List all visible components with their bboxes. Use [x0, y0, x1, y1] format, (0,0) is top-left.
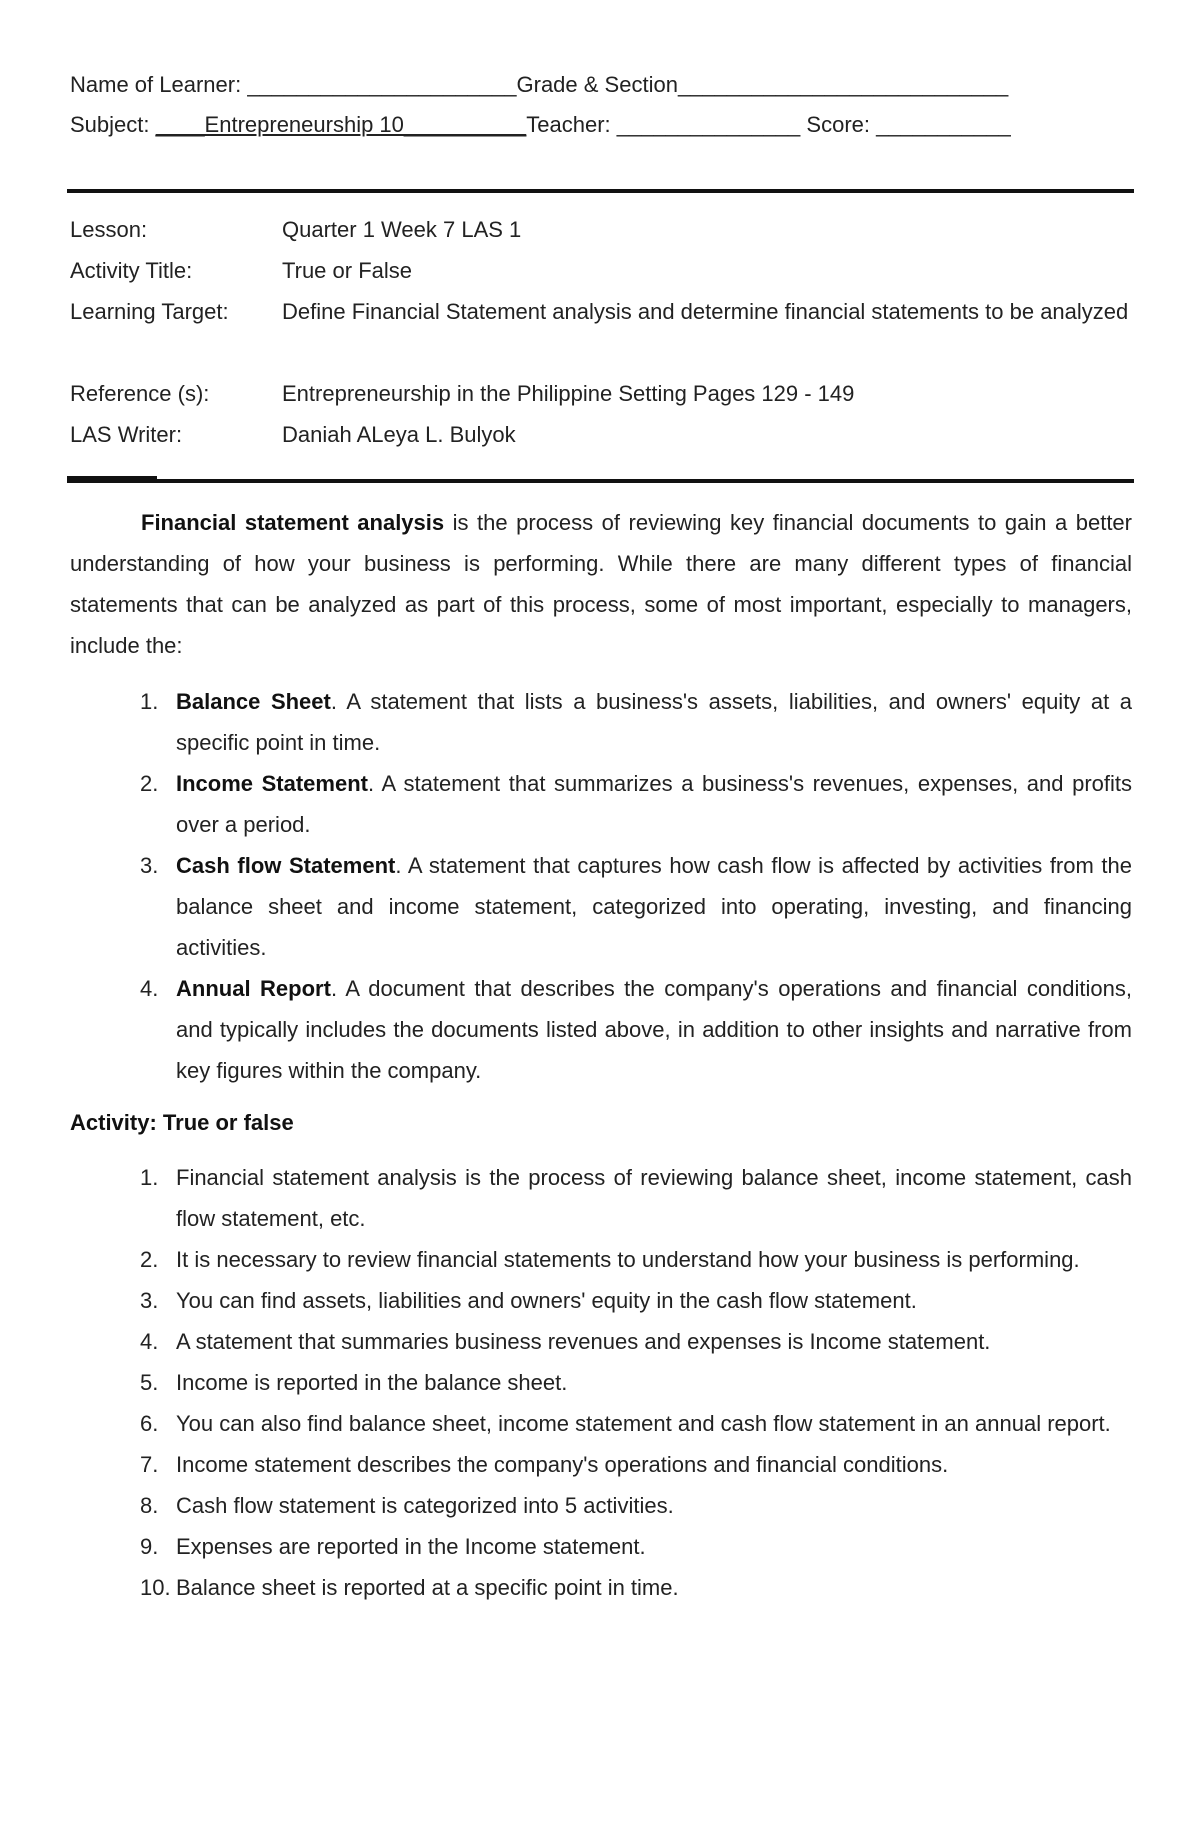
item-text: A statement that summaries business revenues and expenses is Income statement.: [176, 1329, 991, 1354]
item-text: You can find assets, liabilities and owners' equity in the cash flow statement.: [176, 1288, 917, 1313]
statement-text: . A document that describes the company's operations and financial conditions, and typically includes the documents listed above, in addition to other insights and narrative from key figures within the company.: [176, 976, 1132, 1083]
item-number: 2.: [140, 771, 159, 796]
item-number: 2.: [140, 1247, 159, 1272]
item-number: 3.: [140, 853, 159, 878]
intro-paragraph: [70, 502, 1132, 666]
activity-title-label: Activity Title:: [70, 258, 193, 283]
intro-text: is the process of reviewing key financial documents to gain a better understanding of how your business is performing. While there are many different types of financial statements that can be analyzed as part of this process, some of most important, especially to managers, include the:: [70, 510, 1132, 658]
statement-term: Cash flow Statement: [176, 853, 396, 878]
subject-line: [70, 112, 1011, 138]
name-field[interactable]: ______________________: [247, 72, 517, 97]
writer-label: LAS Writer:: [70, 422, 183, 447]
learner-line: [70, 72, 1008, 98]
list-item: [70, 1280, 1132, 1321]
list-item: [70, 1526, 1132, 1567]
item-text: It is necessary to review financial statements to understand how your business is performing.: [176, 1247, 1080, 1272]
statement-text: . A statement that captures how cash flow is affected by activities from the balance sheet and income statement, categorized into operating, investing, and financing activities.: [176, 853, 1132, 960]
bottom-divider: [67, 479, 1134, 483]
item-number: 3.: [140, 1288, 159, 1313]
item-number: 1.: [140, 1165, 159, 1190]
item-number: 7.: [140, 1452, 159, 1477]
activity-list: [70, 1157, 1132, 1608]
list-item: [70, 1403, 1132, 1444]
item-number: 8.: [140, 1493, 159, 1518]
teacher-label: Teacher:: [526, 112, 617, 137]
top-divider: [67, 189, 1134, 193]
reference-label: Reference (s):: [70, 381, 210, 406]
statements-list: [70, 681, 1132, 1091]
statement-text: . A statement that summarizes a business's revenues, expenses, and profits over a period.: [176, 771, 1132, 837]
item-number: 1.: [140, 689, 159, 714]
list-item: [70, 1567, 1132, 1608]
statement-text: . A statement that lists a business's assets, liabilities, and owners' equity at a specific point in time.: [176, 689, 1133, 755]
grade-label: Grade & Section: [516, 72, 678, 97]
statement-term: Income Statement: [176, 771, 368, 796]
lesson-value: Quarter 1 Week 7 LAS 1: [282, 217, 522, 242]
item-text: Income statement describes the company's operations and financial conditions.: [176, 1452, 949, 1477]
list-item: [70, 681, 1132, 763]
activity-heading: Activity: True or false: [70, 1110, 294, 1135]
item-number: 6.: [140, 1411, 159, 1436]
item-text: Cash flow statement is categorized into 5 activities.: [176, 1493, 674, 1518]
item-text: Financial statement analysis is the process of reviewing balance sheet, income statement, cash flow statement, etc.: [176, 1165, 1132, 1231]
item-number: 4.: [140, 1329, 159, 1354]
list-item: [70, 1321, 1132, 1362]
name-label: Name of Learner:: [70, 72, 248, 97]
list-item: [70, 1157, 1132, 1239]
score-label: Score:: [800, 112, 877, 137]
item-text: Income is reported in the balance sheet.: [176, 1370, 568, 1395]
learning-target-value: Define Financial Statement analysis and determine financial statements to be analyzed: [282, 299, 1129, 324]
item-number: 9.: [140, 1534, 159, 1559]
activity-title-value: True or False: [282, 258, 413, 283]
item-number: 5.: [140, 1370, 159, 1395]
learning-target-label: Learning Target:: [70, 299, 229, 324]
list-item: [70, 1362, 1132, 1403]
grade-field[interactable]: ___________________________: [677, 72, 1009, 97]
subject-label: Subject:: [70, 112, 156, 137]
statement-term: Balance Sheet: [176, 689, 331, 714]
item-text: Expenses are reported in the Income statement.: [176, 1534, 646, 1559]
list-item: [70, 968, 1132, 1091]
statement-term: Annual Report: [176, 976, 331, 1001]
list-item: [70, 845, 1132, 968]
teacher-field[interactable]: _______________: [616, 112, 801, 137]
list-item: [70, 1239, 1132, 1280]
list-item: [70, 763, 1132, 845]
subject-value: ____Entrepreneurship 10__________: [155, 112, 527, 137]
item-text: Balance sheet is reported at a specific point in time.: [176, 1575, 679, 1600]
item-number: 10.: [140, 1575, 171, 1600]
item-text: You can also find balance sheet, income statement and cash flow statement in an annual report.: [176, 1411, 1111, 1436]
writer-value: Daniah ALeya L. Bulyok: [282, 422, 516, 447]
score-field[interactable]: ___________: [876, 112, 1011, 137]
list-item: [70, 1444, 1132, 1485]
intro-term: Financial statement analysis: [141, 510, 445, 535]
list-item: [70, 1485, 1132, 1526]
item-number: 4.: [140, 976, 159, 1001]
lesson-label: Lesson:: [70, 217, 148, 242]
reference-value: Entrepreneurship in the Philippine Setting Pages 129 - 149: [282, 381, 855, 406]
